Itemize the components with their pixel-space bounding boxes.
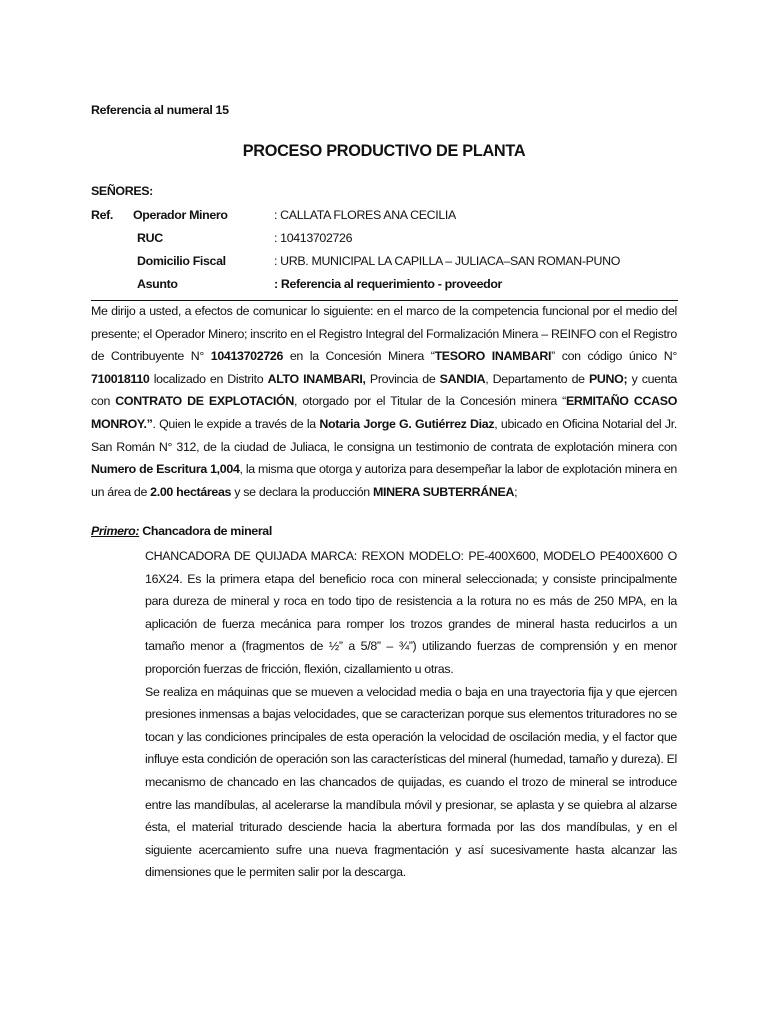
section-keyword: Primero: xyxy=(91,524,140,538)
recipients-label: SEÑORES: xyxy=(91,184,153,198)
ref-tag: Ref. xyxy=(91,208,114,222)
intro-produccion: MINERA SUBTERRÁNEA xyxy=(373,484,515,499)
intro-paragraph xyxy=(91,300,677,503)
intro-text-3: ” con código único N° xyxy=(551,349,677,364)
intro-text-13: ; xyxy=(514,484,518,499)
intro-notaria: Notaria Jorge G. Gutiérrez Diaz xyxy=(319,416,495,431)
ref-row-asunto xyxy=(0,277,768,295)
intro-concesion: TESORO INAMBARI xyxy=(434,349,552,364)
operador-label: Operador Minero xyxy=(133,208,228,222)
intro-text-9: . Quien le expide a través de la xyxy=(152,416,320,431)
ref-row-operador xyxy=(0,208,768,226)
asunto-value-text: : Referencia al requerimiento - proveedor xyxy=(274,277,503,291)
ruc-label: RUC xyxy=(137,231,163,245)
intro-text-11: , la misma que otorga y autoriza para desempeñar la labor de explotación minera en un área de xyxy=(91,462,677,499)
asunto-label: Asunto xyxy=(137,277,178,291)
operador-value: : CALLATA FLORES ANA CECILIA xyxy=(274,208,456,222)
ref-row-domicilio xyxy=(0,254,768,272)
intro-escritura: Numero de Escritura 1,004 xyxy=(91,462,240,477)
intro-ruc: 10413702726 xyxy=(210,349,284,364)
intro-provincia: SANDIA xyxy=(439,371,486,386)
intro-text-7: y cuenta con xyxy=(91,371,677,409)
intro-text-6: , Departamento de xyxy=(485,371,589,386)
intro-codigo: 710018110 xyxy=(91,371,150,386)
intro-departamento: PUNO; xyxy=(588,371,628,386)
reference-numeral: Referencia al numeral 15 xyxy=(91,103,229,117)
document-title: PROCESO PRODUCTIVO DE PLANTA xyxy=(242,142,526,160)
intro-text-2: en la Concesión Minera “ xyxy=(283,349,435,364)
section-paragraph-2: Se realiza en máquinas que se mueven a velocidad media o baja en una trayectoria fija y que ejercen presiones inmensas a bajas velocidades, que se caracterizan porque sus elementos trituradores no se tocan y las condiciones principales de esta operación la velocidad de oscilación media, y el factor que influye esta condición de operación son las características del mineral (humedad, tamaño y dureza). El mecanismo de chancado en las chancados de quijadas, es cuando el trozo de mineral se introduce entre las mandíbulas, al acelerarse la mandíbula móvil y presionar, se aplasta y se quiebra al alzarse ésta, el material triturado desciende hacia la abertura formada por las dos mandíbulas, y en el siguiente acercamiento sufre una nueva fragmentación y así sucesivamente hasta alcanzar las dimensiones que le permiten salir por la descarga. xyxy=(145,684,677,880)
intro-distrito: ALTO INAMBARI, xyxy=(267,371,366,386)
section-title: Chancadora de mineral xyxy=(139,524,272,538)
intro-area: 2.00 hectáreas xyxy=(150,484,232,499)
intro-titular: ERMITAÑO CCASO MONROY.” xyxy=(91,394,678,431)
domicilio-label: Domicilio Fiscal xyxy=(137,254,226,268)
intro-contrato: CONTRATO DE EXPLOTACIÓN xyxy=(115,394,294,409)
ruc-value: : 10413702726 xyxy=(274,231,353,245)
section-heading xyxy=(91,524,272,538)
section-body xyxy=(145,545,677,884)
intro-text-1: Me dirijo a usted, a efectos de comunicar lo siguiente: en el marco de la competencia funcional por el medio del presente; el Operador Minero; inscrito en el Registro Integral del Formalización Minera – REINFO con el Registro de Contribuyente N° xyxy=(91,304,677,364)
intro-text-12: y se declara la producción xyxy=(231,484,374,499)
intro-text-5: Provincia de xyxy=(365,371,440,386)
intro-text-4: localizado en Distrito xyxy=(149,371,268,386)
domicilio-value: : URB. MUNICIPAL LA CAPILLA – JULIACA–SAN ROMAN-PUNO xyxy=(274,254,621,268)
asunto-value xyxy=(274,277,502,291)
intro-text-8: , otorgado por el Titular de la Concesión minera “ xyxy=(293,394,566,409)
section-paragraph-1: CHANCADORA DE QUIJADA MARCA: REXON MODELO: PE-400X600, MODELO PE400X600 O 16X24. Es la primera etapa del beneficio roca con mineral seleccionada; y consiste principalmente para dureza de mineral y roca en todo tipo de resistencia a la rotura no es más de 250 MPA, en la aplicación de fuerza mecánica para romper los trozos grandes de mineral hasta reducirlos a un tamaño menor a (fragmentos de ½” a 5/8” – ¾”) utilizando fuerzas de comprensión y en menor proporción fuerzas de fricción, flexión, cizallamiento u otras. xyxy=(145,549,677,676)
ref-row-ruc xyxy=(0,231,768,249)
intro-text-10: , ubicado en Oficina Notarial del Jr. San Román N° 312, de la ciudad de Juliaca, le consigna un testimonio de contrata de explotación minera con xyxy=(91,416,677,454)
